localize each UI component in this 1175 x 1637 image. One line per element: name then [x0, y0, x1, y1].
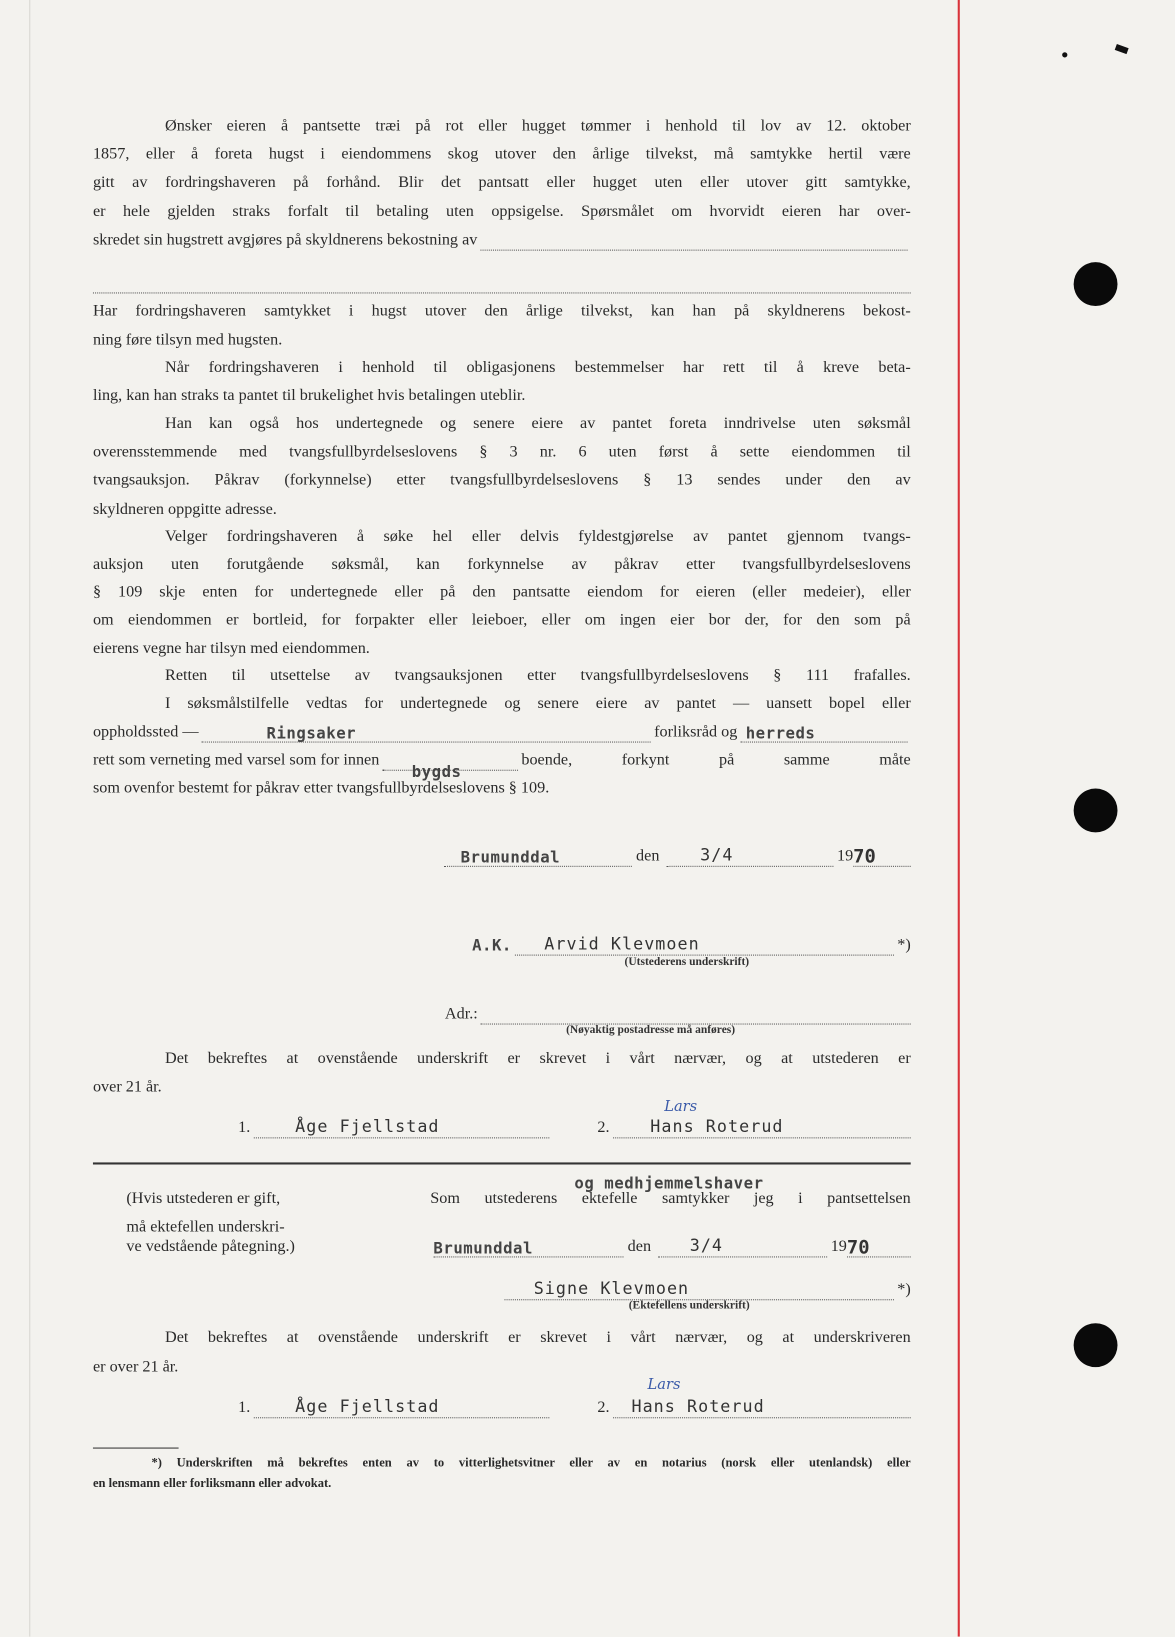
stamp-bygds: bygds [411, 762, 462, 782]
body-line: boende, forkynt på samme måte [521, 750, 911, 769]
issuer-signature-field[interactable] [515, 933, 894, 956]
den-label: den [636, 847, 660, 865]
body-line: ling, kan han straks ta pantet til brukelighet hvis betalingen uteblir. [92, 386, 526, 405]
spouse-signature-field[interactable] [504, 1280, 894, 1300]
den-label: den [627, 1237, 652, 1256]
venue-line [93, 722, 911, 743]
spouse-signature-line [504, 1279, 910, 1300]
stamp-place: Brumunddal [460, 848, 561, 867]
spouse-note: ve vedstående påtegning.) [126, 1237, 295, 1256]
confirm-line: over 21 år. [92, 1077, 162, 1096]
spouse-note: (Hvis utstederen er gift, [126, 1189, 281, 1208]
body-line: § 109 skje enten for undertegnede eller på den pantsatte eiendom for eieren (eller medeier), eller [92, 582, 911, 601]
body-line: Har fordringshaveren samtykket i hugst utover den årlige tilvekst, kan han på skyldnerens bekost- [92, 301, 911, 320]
spouse-name: Signe Klevmoen [533, 1278, 690, 1299]
blank-field[interactable] [93, 274, 911, 294]
spouse-place-date [433, 1237, 910, 1258]
body-line: Ønsker eieren å pantsette træi på rot eller hugget tømmer i henhold til lov av 12. oktober [165, 116, 911, 135]
body-line: eierens vegne har tilsyn med eiendommen. [92, 639, 370, 657]
year-prefix: 19 [830, 1237, 847, 1256]
year-value: 70 [846, 1236, 870, 1259]
stamp-place: Brumunddal [433, 1238, 533, 1258]
year-field[interactable] [847, 1238, 911, 1258]
body-line: skyldneren oppgitte adresse. [92, 500, 277, 519]
section-divider [93, 1162, 911, 1164]
body-line: oppholdssted — [92, 722, 199, 741]
initials: A.K. [472, 935, 512, 955]
witness-field[interactable] [253, 1116, 549, 1139]
witness-2 [597, 1397, 910, 1418]
witness-name: Åge Fjellstad [295, 1116, 440, 1137]
issuer-name: Arvid Klevmoen [544, 933, 700, 954]
date-value: 3/4 [689, 1235, 724, 1256]
date-value: 3/4 [700, 844, 734, 865]
body-line: ning føre tilsyn med hugsten. [92, 331, 283, 349]
issuer-signature-caption: (Utstederens underskrift) [624, 955, 750, 969]
address-caption: (Nøyaktig postadresse må anføres) [566, 1023, 736, 1037]
court-type-field[interactable] [740, 723, 907, 743]
body-line: skredet sin hugstrett avgjøres på skyldnerens bekostning av [92, 230, 478, 249]
issuer-signature-line [472, 935, 911, 956]
witness-1 [238, 1118, 549, 1139]
typed-insert: og medhjemmelshaver [574, 1173, 764, 1193]
body-line: Retten til utsettelse av tvangsauksjonen etter tvangsfullbyrdelseslovens § 111 frafalles. [165, 666, 911, 685]
witness-field[interactable] [613, 1398, 911, 1418]
footnote-mark: *) [897, 1280, 911, 1299]
body-line: Han kan også hos undertegnede og senere eiere av pantet foreta inndrivelse uten søksmål [165, 414, 911, 433]
year-value: 70 [853, 845, 876, 868]
handwritten-first-name: Lars [647, 1376, 681, 1394]
date-field[interactable] [658, 1235, 827, 1258]
footnote-rule [93, 1448, 179, 1449]
witness-number: 1. [238, 1398, 251, 1417]
blank-line [93, 274, 911, 294]
scan-mark [1115, 44, 1129, 54]
blank-field[interactable] [480, 231, 907, 251]
venue-line-2 [92, 750, 911, 782]
hugst-cost-line [93, 230, 911, 251]
page-edge [29, 0, 30, 1637]
body-line: Når fordringshaveren i henhold til obligasjonens bestemmelser har rett til å kreve beta- [165, 358, 911, 376]
body-line: om eiendommen er bortleid, for forpakter eller leieboer, eller om ingen eier bor der, for den som på [92, 610, 911, 629]
witness-2 [597, 1118, 910, 1139]
confirm-line: er over 21 år. [92, 1357, 179, 1376]
punch-hole [1074, 262, 1118, 306]
spouse-note: må ektefellen underskri- [126, 1217, 285, 1236]
scan-mark [1062, 52, 1067, 57]
footnote-mark: *) [897, 935, 911, 954]
court-field[interactable] [202, 723, 651, 743]
place-date-line [444, 846, 911, 867]
body-line: I søksmålstilfelle vedtas for undertegnede og senere eiere av pantet — uansett bopel eller [165, 694, 911, 713]
address-field[interactable] [481, 1005, 911, 1025]
body-line: forliksråd og [654, 722, 738, 741]
year-field[interactable] [853, 847, 911, 867]
punch-hole [1074, 789, 1118, 833]
punch-hole [1074, 1323, 1118, 1367]
witness-field[interactable] [253, 1398, 549, 1418]
body-line: som ovenfor bestemt for påkrav etter tvangsfullbyrdelseslovens § 109. [92, 779, 550, 797]
witness-name: Åge Fjellstad [295, 1396, 440, 1417]
handwritten-first-name: Lars [664, 1098, 698, 1116]
stamp-herreds: herreds [745, 723, 816, 743]
consent-line: Som utstederens ektefelle samtykker jeg i pantsettelsen [430, 1189, 911, 1208]
witness-name: Hans Roterud [631, 1396, 765, 1417]
address-label: Adr.: [444, 1004, 478, 1023]
witness-1 [238, 1397, 549, 1418]
footnote-line: en lensmann eller forliksmann eller advokat. [92, 1475, 332, 1491]
witness-number: 2. [597, 1118, 610, 1137]
year-prefix: 19 [836, 847, 854, 865]
body-line: overensstemmende med tvangsfullbyrdelseslovens § 3 nr. 6 uten først å sette eiendommen til [92, 442, 911, 461]
place-field[interactable] [444, 847, 632, 867]
margin-red-line [958, 0, 960, 1637]
spouse-signature-caption: (Ektefellens underskrift) [628, 1299, 750, 1312]
witness-name: Hans Roterud [650, 1116, 784, 1137]
body-line: tvangsauksjon. Påkrav (forkynnelse) etter tvangsfullbyrdelseslovens § 13 sendes under den av [92, 471, 911, 489]
address-line [445, 1004, 911, 1025]
footnote-line: *) Underskriften må bekreftes enten av to vitterlighetsvitner eller av en notarius (norsk eller utenlandsk) eller [151, 1454, 911, 1470]
stamp-ringsaker: Ringsaker [266, 723, 357, 743]
body-line: gitt av fordringshaveren på forhånd. Blir det pantsatt eller hugget uten eller utover gitt samtykke, [92, 173, 911, 192]
confirm-line: Det bekreftes at ovenstående underskrift er skrevet i vårt nærvær, og at underskriveren [165, 1328, 911, 1347]
body-line: 1857, eller å foreta hugst i eiendommens skog utover den årlige tilvekst, må samtykke hertil være [92, 145, 911, 163]
body-line: auksjon uten forutgående søksmål, kan forkynnelse av påkrav etter tvangsfullbyrdelseslovens [92, 555, 911, 574]
place-field[interactable] [433, 1238, 623, 1258]
body-line: er hele gjelden straks forfalt til betaling uten oppsigelse. Spørsmålet om hvorvidt eieren har over- [92, 202, 911, 221]
witness-number: 1. [238, 1118, 251, 1137]
body-line: rett som verneting med varsel som for innen [92, 750, 380, 769]
date-field[interactable] [667, 844, 834, 867]
witness-number: 2. [597, 1398, 610, 1417]
witness-field[interactable] [613, 1116, 911, 1139]
area-field[interactable] [382, 751, 518, 782]
body-line: Velger fordringshaveren å søke hel eller delvis fyldestgjørelse av pantet gjennom tvangs- [165, 527, 911, 546]
confirm-line: Det bekreftes at ovenstående underskrift er skrevet i vårt nærvær, og at utstederen er [165, 1049, 911, 1068]
